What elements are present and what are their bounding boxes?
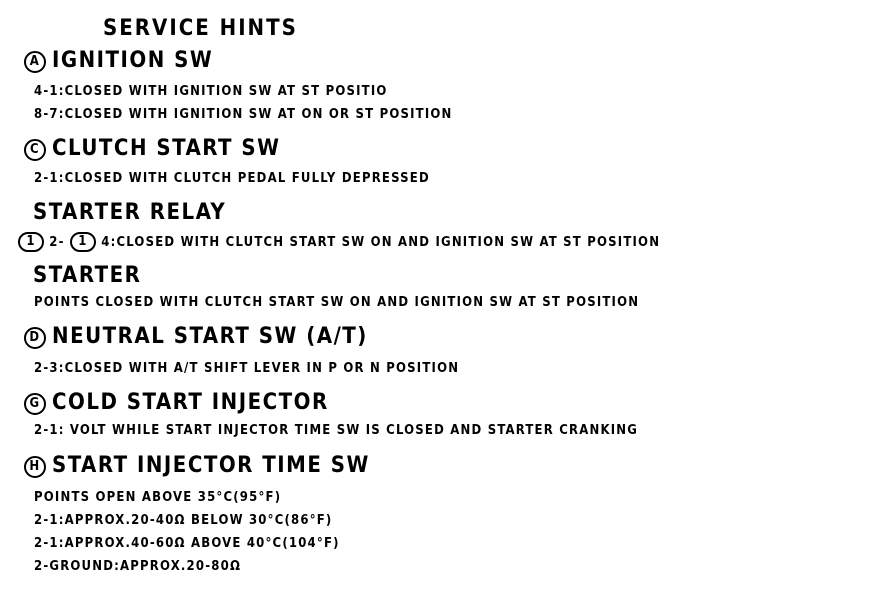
- clutch-line-1: 2-1:CLOSED WITH CLUTCH PEDAL FULLY DEPRESSED: [34, 171, 430, 186]
- section-heading-start-injector-time-sw: [24, 453, 370, 478]
- time-sw-line-4: 2-GROUND:APPROX.20-80Ω: [34, 559, 242, 574]
- heading-text: IGNITION SW: [52, 48, 214, 73]
- heading-text: START INJECTOR TIME SW: [52, 453, 370, 478]
- circle-c-badge: C: [24, 139, 46, 161]
- section-heading-clutch-start-sw: [24, 136, 281, 161]
- circle-g-badge: G: [24, 393, 46, 415]
- circle-a-badge: A: [24, 51, 46, 73]
- starter-relay-line: [18, 232, 660, 252]
- section-heading-cold-start-injector: [24, 390, 329, 415]
- circle-d-badge: D: [24, 327, 46, 349]
- neutral-line-1: 2-3:CLOSED WITH A/T SHIFT LEVER IN P OR N POSITION: [34, 361, 460, 376]
- ignition-line-1: 4-1:CLOSED WITH IGNITION SW AT ST POSITIO: [34, 84, 388, 99]
- ignition-line-2: 8-7:CLOSED WITH IGNITION SW AT ON OR ST POSITION: [34, 107, 453, 122]
- relay-mid-text: 2-: [49, 235, 65, 250]
- relay-pin-badge: 1: [70, 232, 96, 252]
- section-heading-neutral-start-sw: [24, 324, 368, 349]
- time-sw-line-2: 2-1:APPROX.20-40Ω BELOW 30°C(86°F): [34, 513, 333, 528]
- section-heading-starter-relay: STARTER RELAY: [33, 200, 227, 225]
- cold-start-line-1: 2-1: VOLT WHILE START INJECTOR TIME SW IS CLOSED AND STARTER CRANKING: [34, 423, 639, 438]
- heading-text: NEUTRAL START SW (A/T): [52, 324, 368, 349]
- relay-rest-text: 4:CLOSED WITH CLUTCH START SW ON AND IGNITION SW AT ST POSITION: [101, 235, 661, 250]
- heading-text: CLUTCH START SW: [52, 136, 281, 161]
- section-heading-ignition-sw: [24, 48, 213, 73]
- starter-line-1: POINTS CLOSED WITH CLUTCH START SW ON AND IGNITION SW AT ST POSITION: [34, 295, 640, 310]
- circle-h-badge: H: [24, 456, 46, 478]
- section-heading-starter: STARTER: [33, 263, 142, 288]
- heading-text: COLD START INJECTOR: [52, 390, 329, 415]
- time-sw-line-3: 2-1:APPROX.40-60Ω ABOVE 40°C(104°F): [34, 536, 340, 551]
- relay-pin-badge: 1: [18, 232, 44, 252]
- page-title: SERVICE HINTS: [103, 16, 298, 41]
- time-sw-line-1: POINTS OPEN ABOVE 35°C(95°F): [34, 490, 282, 505]
